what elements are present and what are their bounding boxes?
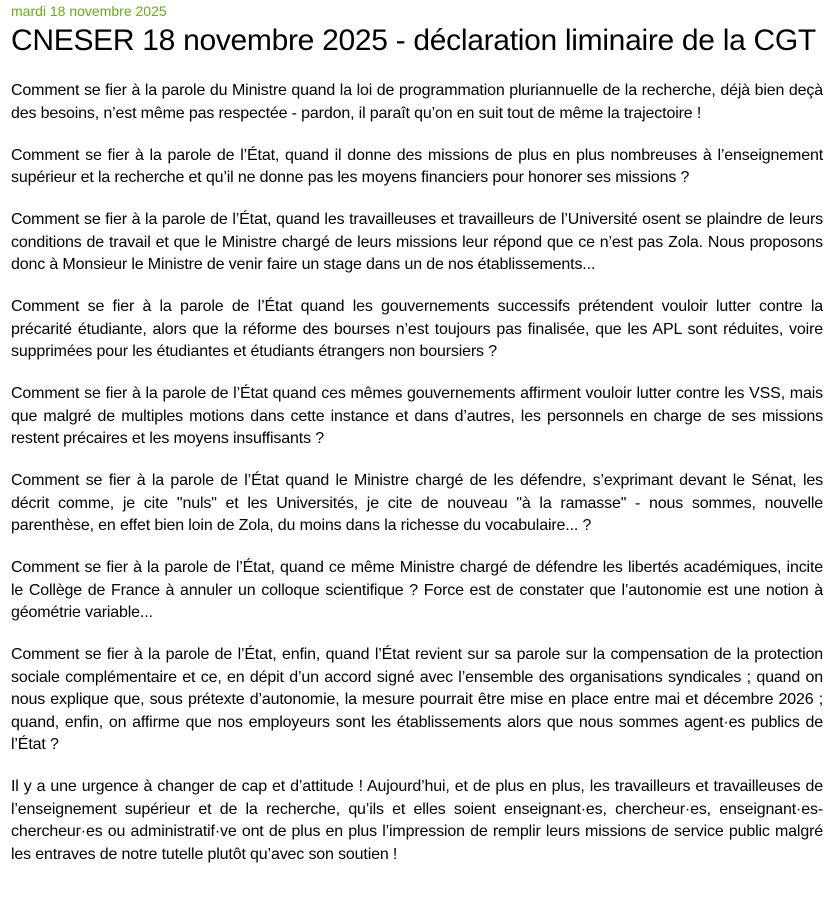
post-body xyxy=(11,80,823,866)
paragraph: Comment se fier à la parole de l’État quand les gouvernements successifs prétendent vouloir lutter contre la précarité étudiante, alors que la réforme des bourses n’est toujours pas finalisée, que les APL sont réduites, voire supprimées pour les étudiantes et étudiants étrangers non boursiers ? xyxy=(11,298,823,360)
post-date: mardi 18 novembre 2025 xyxy=(11,3,167,19)
paragraph: Comment se fier à la parole du Ministre quand la loi de programmation pluriannuelle de la recherche, déjà bien deçà des besoins, n’est même pas respectée - pardon, il paraît qu’on en suit tout de même la trajectoire ! xyxy=(11,82,823,122)
paragraph: Comment se fier à la parole de l’État, quand ce même Ministre chargé de défendre les libertés académiques, incite le Collège de France à annuler un colloque scientifique ? Force est de constater que l’autonomie est une notion à géométrie variable... xyxy=(11,559,823,621)
paragraph: Comment se fier à la parole de l’État, quand il donne des missions de plus en plus nombreuses à l’enseignement supérieur et la recherche et qu’il ne donne pas les moyens financiers pour honorer ses missions ? xyxy=(11,146,823,186)
blog-post xyxy=(11,0,823,886)
post-title: CNESER 18 novembre 2025 - déclaration liminaire de la CGT xyxy=(11,24,816,57)
paragraph: Comment se fier à la parole de l’État quand le Ministre chargé de les défendre, s’exprimant devant le Sénat, les décrit comme, je cite "nuls" et les Universités, je cite de nouveau "à la ramasse" - nous sommes, nouvelle parenthèse, en effet bien loin de Zola, du moins dans la richesse du vocabulaire... ? xyxy=(11,472,823,534)
paragraph: Comment se fier à la parole de l’État, enfin, quand l’État revient sur sa parole sur la compensation de la protection sociale complémentaire et ce, en dépit d’un accord signé avec l’ensemble des organisations syndicales ; quand on nous explique que, sous prétexte d’autonomie, la mesure pourrait être mise en place entre mai et décembre 2026 ; quand, enfin, on affirme que nos employeurs sont les établissements alors que nous sommes agent·es publics de l’État ? xyxy=(11,646,823,753)
paragraph: Comment se fier à la parole de l’État quand ces mêmes gouvernements affirment vouloir lutter contre les VSS, mais que malgré de multiples motions dans cette instance et dans d’autres, les personnels en charge de ses missions restent précaires et les moyens insuffisants ? xyxy=(11,385,823,447)
paragraph: Comment se fier à la parole de l’État, quand les travailleuses et travailleurs de l’Université osent se plaindre de leurs conditions de travail et que le Ministre chargé de leurs missions leur répond que ce n’est pas Zola. Nous proposons donc à Monsieur le Ministre de venir faire un stage dans un de nos établissements... xyxy=(11,211,823,273)
paragraph: Il y a une urgence à changer de cap et d’attitude ! Aujourd’hui, et de plus en plus, les travailleurs et travailleuses de l’enseignement supérieur et de la recherche, qu’ils et elles soient enseignant·es, chercheur·es, enseignant·es-chercheur·es ou administratif·ve ont de plus en plus l’impression de remplir leurs missions de service public malgré les entraves de notre tutelle plutôt qu’avec son soutien ! xyxy=(11,778,823,863)
